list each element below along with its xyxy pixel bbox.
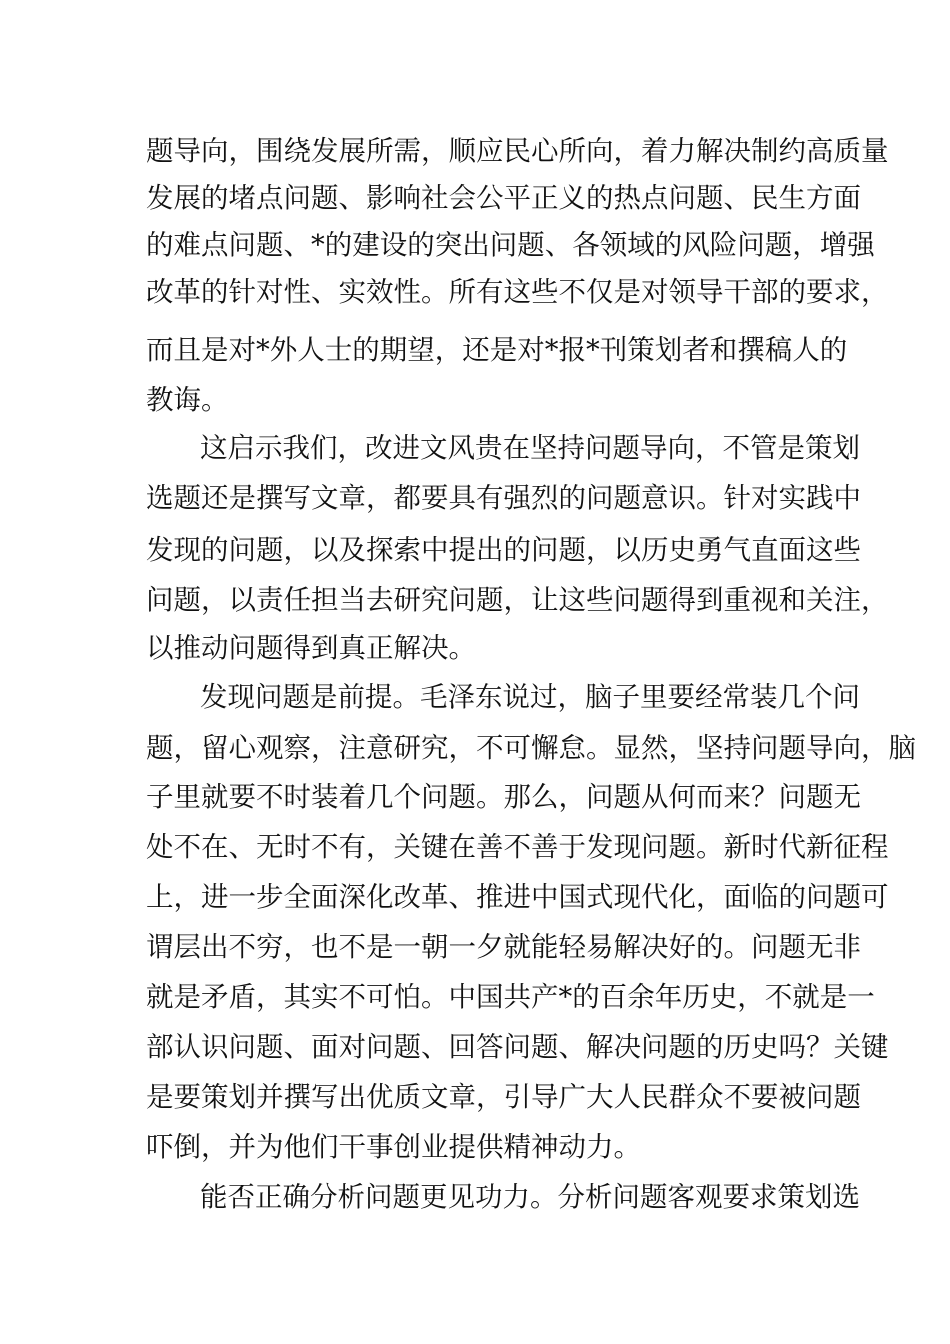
text-line: 发现的问题，以及探索中提出的问题，以历史勇气直面这些: [146, 534, 861, 566]
text-line: 就是矛盾，其实不可怕。中国共产*的百余年历史，不就是一: [146, 981, 875, 1013]
text-line: 子里就要不时装着几个问题。那么，问题从何而来？问题无: [146, 781, 861, 813]
text-line: 发展的堵点问题、影响社会公平正义的热点问题、民生方面: [146, 182, 861, 214]
text-line: 题导向，围绕发展所需，顺应民心所向，着力解决制约高质量: [146, 135, 889, 167]
text-line: 部认识问题、面对问题、回答问题、解决问题的历史吗？关键: [146, 1031, 889, 1063]
text-line: 而且是对*外人士的期望，还是对*报*刊策划者和撰稿人的: [146, 334, 848, 366]
text-line: 上，进一步全面深化改革、推进中国式现代化，面临的问题可: [146, 881, 889, 913]
paragraph-first-line: 这启示我们，改进文风贵在坚持问题导向，不管是策划: [200, 432, 860, 464]
text-line: 教诲。: [146, 384, 229, 416]
text-line: 题，留心观察，注意研究，不可懈怠。显然，坚持问题导向，脑: [146, 732, 916, 764]
paragraph-first-line: 能否正确分析问题更见功力。分析问题客观要求策划选: [200, 1181, 860, 1213]
text-line: 谓层出不穷，也不是一朝一夕就能轻易解决好的。问题无非: [146, 931, 861, 963]
text-line: 是要策划并撰写出优质文章，引导广大人民群众不要被问题: [146, 1081, 861, 1113]
text-line: 问题，以责任担当去研究问题，让这些问题得到重视和关注，: [146, 584, 889, 616]
text-line: 以推动问题得到真正解决。: [146, 632, 476, 664]
text-line: 的难点问题、*的建设的突出问题、各领域的风险问题，增强: [146, 229, 875, 261]
text-line: 改革的针对性、实效性。所有这些不仅是对领导干部的要求，: [146, 276, 889, 308]
paragraph-first-line: 发现问题是前提。毛泽东说过，脑子里要经常装几个问: [200, 681, 860, 713]
text-line: 处不在、无时不有，关键在善不善于发现问题。新时代新征程: [146, 831, 889, 863]
text-line: 选题还是撰写文章，都要具有强烈的问题意识。针对实践中: [146, 482, 861, 514]
text-line: 吓倒，并为他们干事创业提供精神动力。: [146, 1131, 641, 1163]
